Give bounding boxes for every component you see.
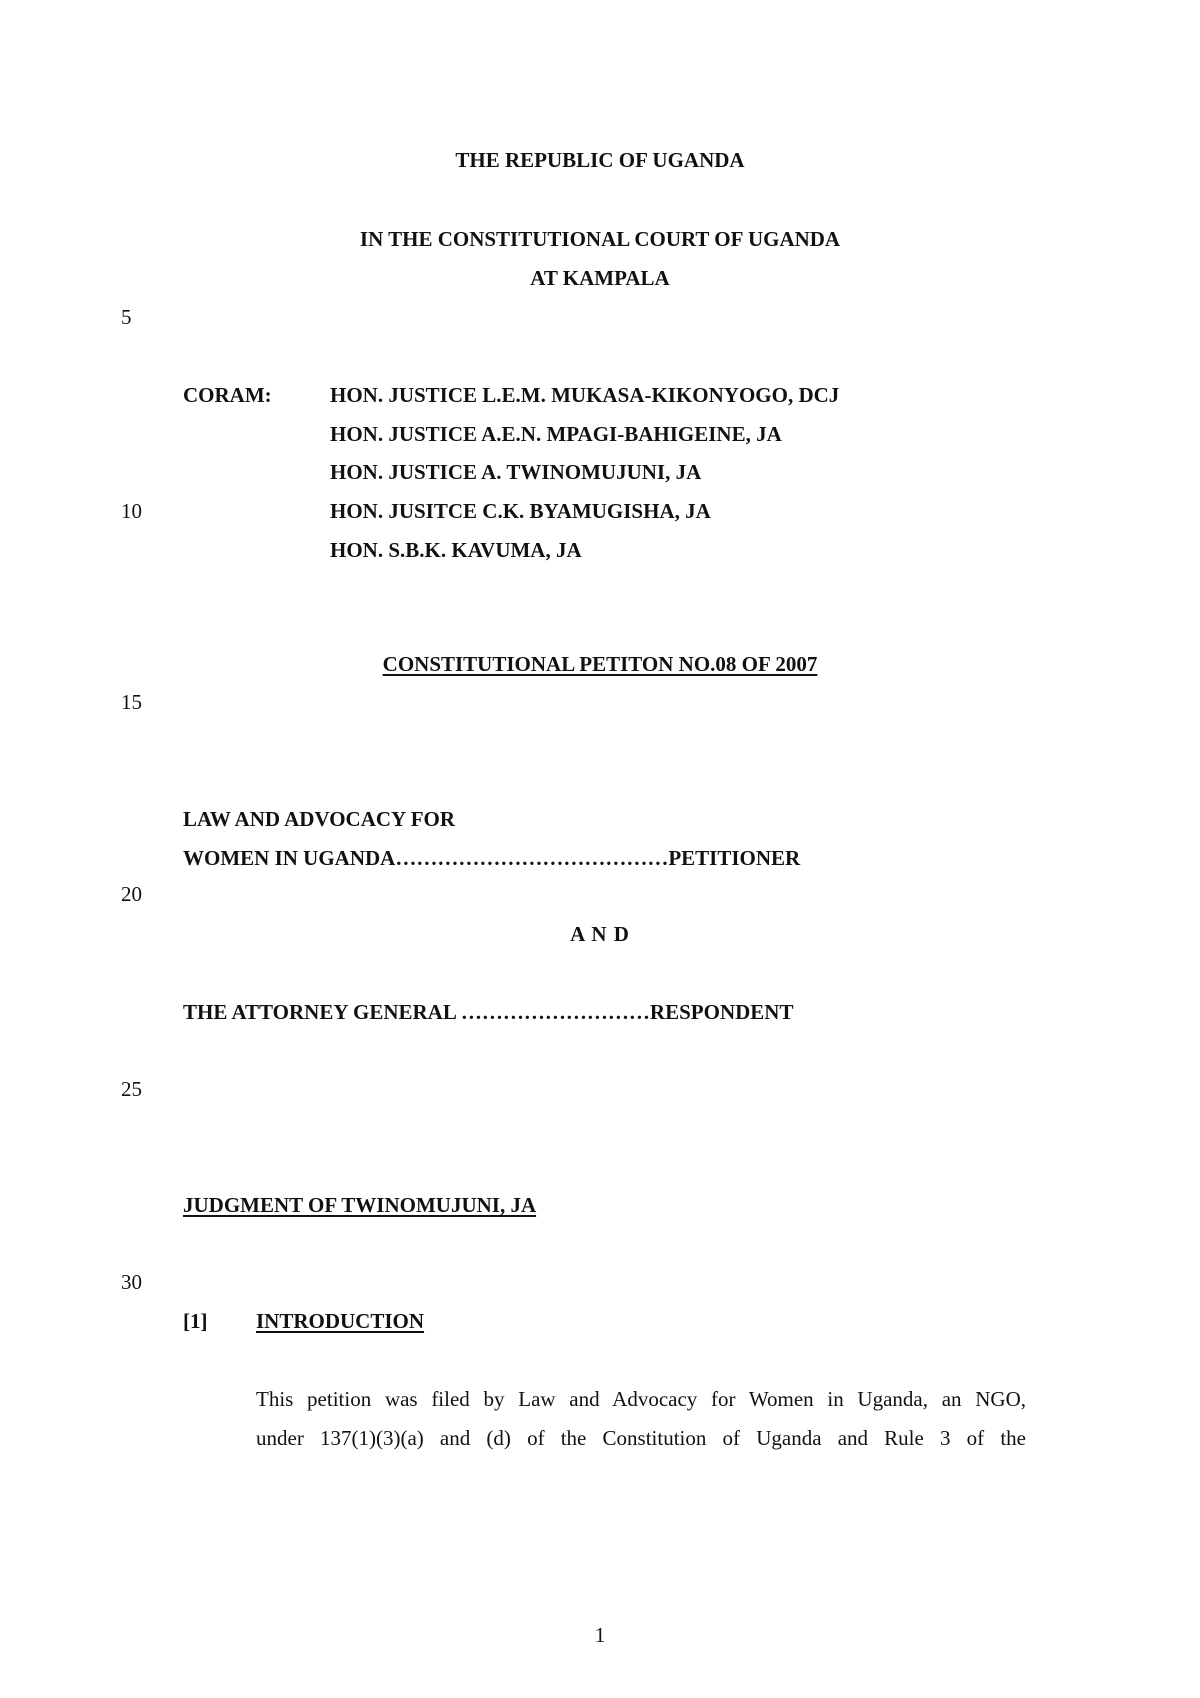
line-number: 10 xyxy=(121,499,142,523)
location-heading: AT KAMPALA xyxy=(530,266,670,290)
coram-judge: HON. S.B.K. KAVUMA, JA xyxy=(330,538,582,562)
paragraph-line: under 137(1)(3)(a) and (d) of the Constitution of Uganda and Rule 3 of the xyxy=(256,1426,1026,1450)
coram-judge: HON. JUSTICE A.E.N. MPAGI-BAHIGEINE, JA xyxy=(330,422,782,446)
respondent-line: THE ATTORNEY GENERAL ………………………RESPONDENT xyxy=(183,1000,794,1024)
page-number: 1 xyxy=(594,1623,606,1647)
line-number: 5 xyxy=(121,305,132,329)
judgment-title: JUDGMENT OF TWINOMUJUNI, JA xyxy=(183,1193,537,1217)
section-number: [1] xyxy=(183,1309,208,1333)
and-separator: A N D xyxy=(570,922,630,946)
petitioner-name-line1: LAW AND ADVOCACY FOR xyxy=(183,807,456,831)
paragraph-line: This petition was filed by Law and Advocacy for Women in Uganda, an NGO, xyxy=(256,1387,1026,1411)
coram-judge: HON. JUSTICE L.E.M. MUKASA-KIKONYOGO, DCJ xyxy=(330,383,840,407)
section-heading: INTRODUCTION xyxy=(256,1309,425,1333)
petitioner-name-line2: WOMEN IN UGANDA…………………………………PETITIONER xyxy=(183,846,801,870)
line-number: 30 xyxy=(121,1270,142,1294)
republic-heading: THE REPUBLIC OF UGANDA xyxy=(455,148,745,172)
coram-judge: HON. JUSTICE A. TWINOMUJUNI, JA xyxy=(330,460,702,484)
line-number: 15 xyxy=(121,690,142,714)
coram-judge: HON. JUSITCE C.K. BYAMUGISHA, JA xyxy=(330,499,711,523)
court-heading: IN THE CONSTITUTIONAL COURT OF UGANDA xyxy=(359,227,841,251)
line-number: 25 xyxy=(121,1077,142,1101)
line-number: 20 xyxy=(121,882,142,906)
petition-title: CONSTITUTIONAL PETITON NO.08 OF 2007 xyxy=(382,652,818,676)
coram-label: CORAM: xyxy=(183,383,272,407)
